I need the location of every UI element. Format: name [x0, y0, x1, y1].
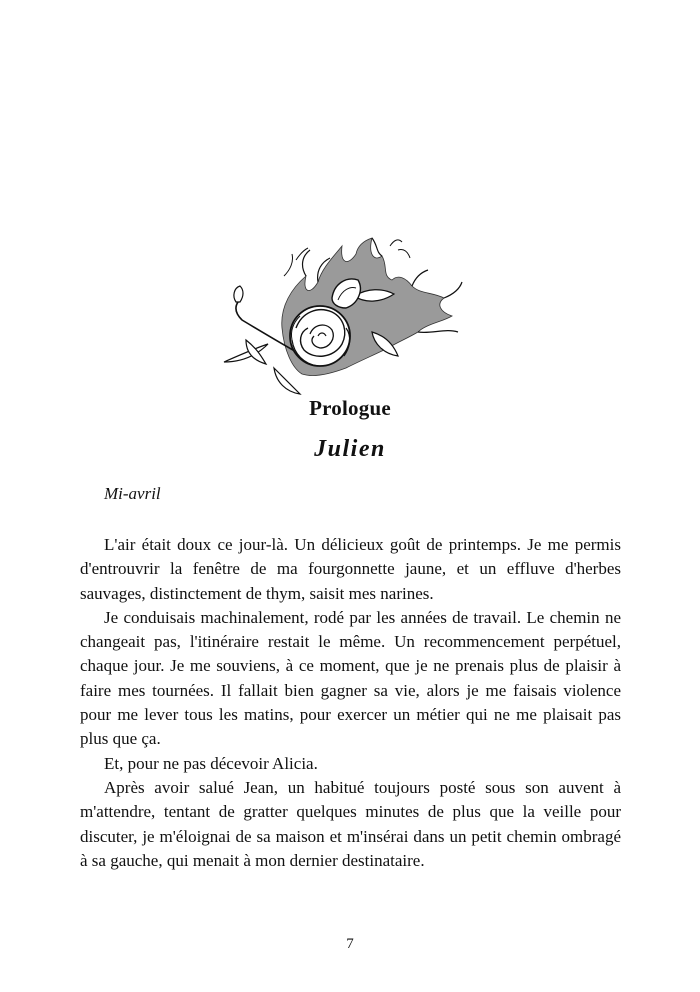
paragraph: Je conduisais machinalement, rodé par les années de travail. Le chemin ne changeait pas, l'itinéraire restait le même. Un recommencement perpétuel, chaque jour. Je me souviens, à ce moment, que je ne prenais plus de plaisir à faire mes tournées. Il fallait bien gagner sa vie, alors je me faisais violence pour me lever tous les matins, pour exercer un métier qui ne me plaisait pas plus que ça.	[80, 607, 621, 749]
chapter-subtitle: Julien	[314, 436, 386, 462]
date-line: Mi-avril	[104, 484, 161, 503]
body-text	[80, 533, 621, 873]
page-number: 7	[346, 936, 354, 952]
rose-flame-icon	[222, 236, 468, 396]
chapter-title: Prologue	[309, 396, 391, 420]
paragraph: Et, pour ne pas décevoir Alicia.	[104, 753, 318, 773]
paragraph: L'air était doux ce jour-là. Un délicieux goût de printemps. Je me permis d'entrouvrir la fenêtre de ma fourgonnette jaune, et un effluve d'herbes sauvages, distinctement de thym, saisit mes narines.	[80, 535, 621, 603]
paragraph: Après avoir salué Jean, un habitué toujours posté sous son auvent à m'attendre, tentant de gratter quelques minutes de plus que la veille pour discuter, je m'éloignai de sa maison et m'insérai dans un petit chemin ombragé à sa gauche, qui menait à mon dernier destinataire.	[80, 777, 621, 870]
